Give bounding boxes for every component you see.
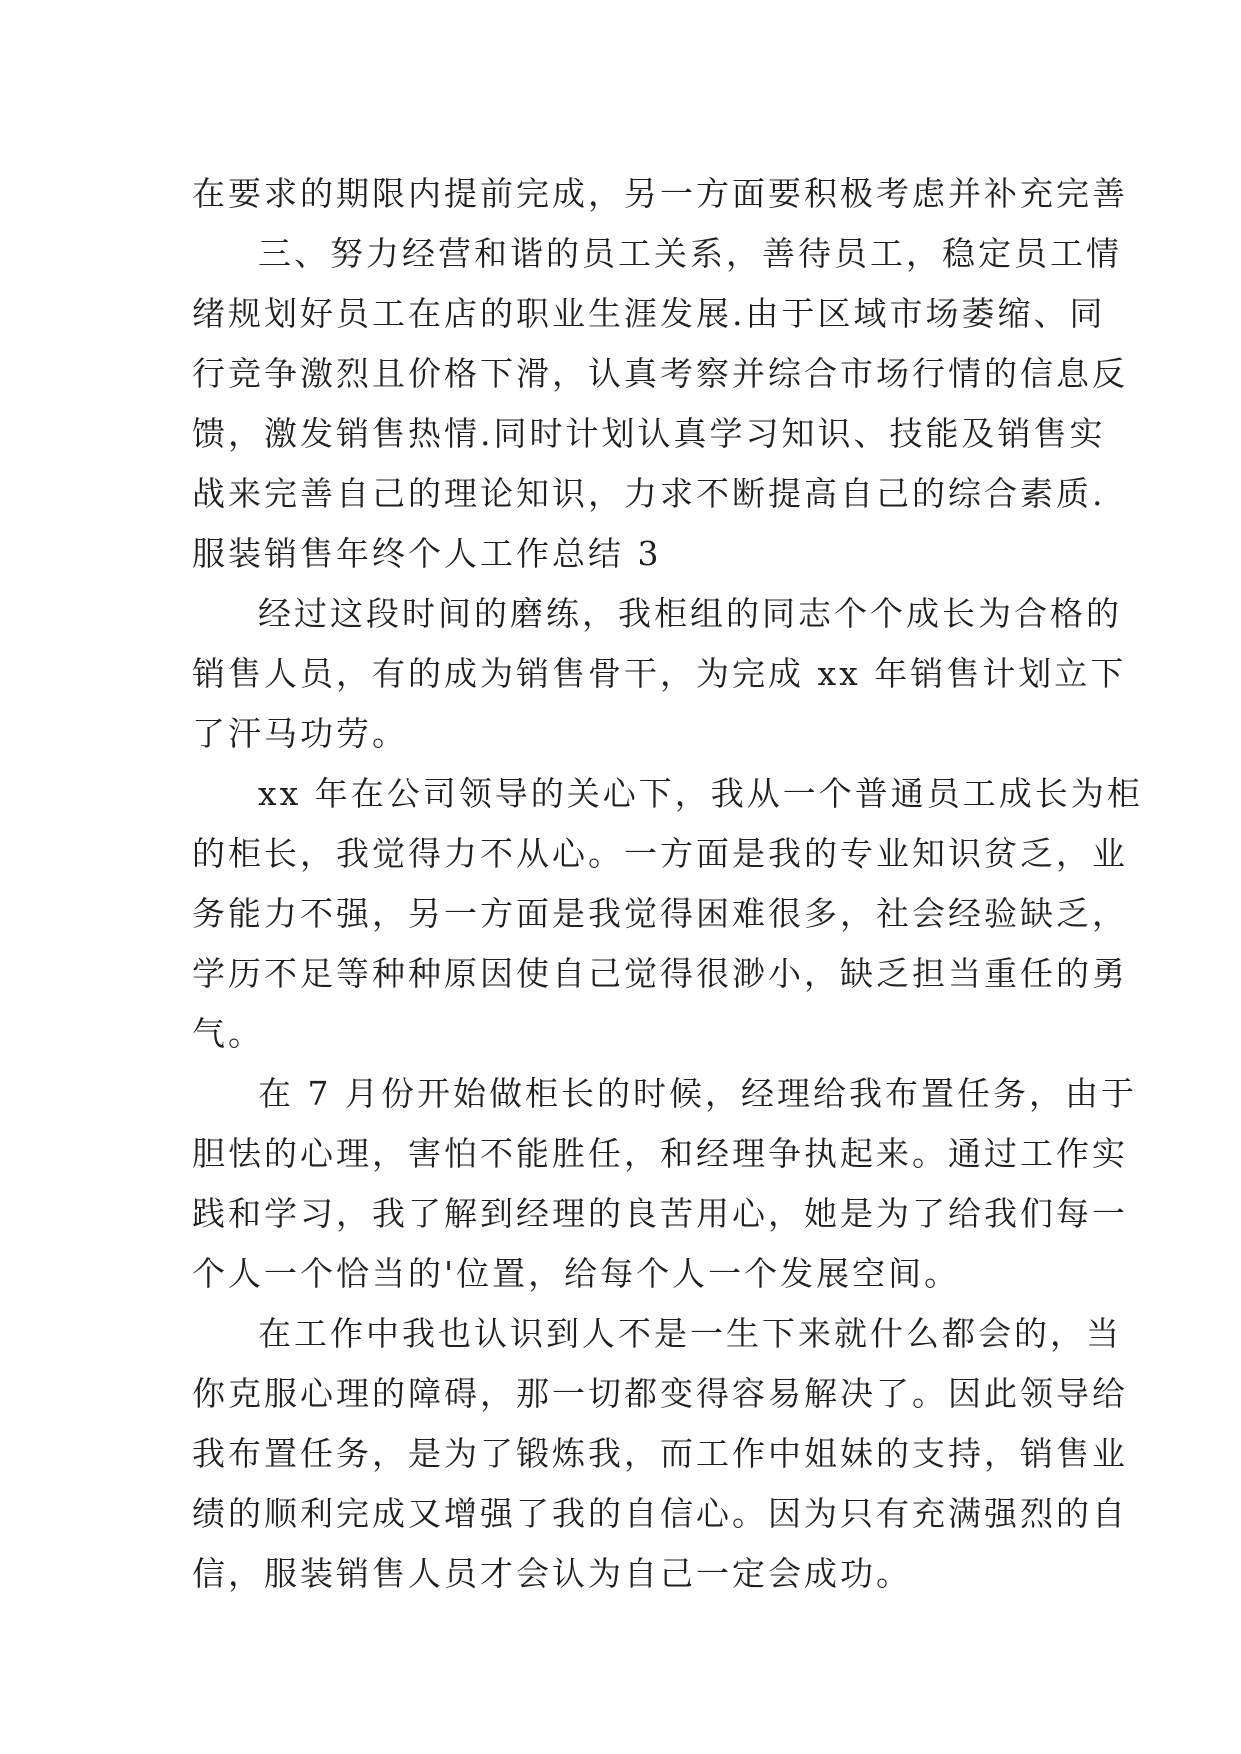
- text-line: 了汗马功劳。: [192, 714, 408, 753]
- text-line: 在要求的期限内提前完成，另一方面要积极考虑并补充完善: [192, 174, 1128, 213]
- text-line: 战来完善自己的理论知识，力求不断提高自己的综合素质.: [192, 474, 1106, 513]
- text-line: 三、努力经营和谐的员工关系，善待员工，稳定员工情: [258, 234, 1122, 273]
- section-heading: 服装销售年终个人工作总结 3: [192, 534, 662, 573]
- text-line: 践和学习，我了解到经理的良苦用心，她是为了给我们每一: [192, 1194, 1128, 1233]
- text-line: 销售人员，有的成为销售骨干，为完成 xx 年销售计划立下: [192, 654, 1127, 693]
- text-line: 胆怯的心理，害怕不能胜任，和经理争执起来。通过工作实: [192, 1134, 1128, 1173]
- text-line: 信，服装销售人员才会认为自己一定会成功。: [192, 1554, 912, 1593]
- text-line: 经过这段时间的磨练，我柜组的同志个个成长为合格的: [258, 594, 1122, 633]
- text-line: 在工作中我也认识到人不是一生下来就什么都会的，当: [258, 1314, 1122, 1353]
- text-line: 个人一个恰当的'位置，给每个人一个发展空间。: [192, 1254, 961, 1293]
- text-line: xx 年在公司领导的关心下，我从一个普通员工成长为柜: [258, 774, 1143, 813]
- document-body: [192, 164, 1143, 1604]
- text-line: 馈，激发销售热情.同时计划认真学习知识、技能及销售实: [192, 414, 1106, 453]
- text-line: 的柜长，我觉得力不从心。一方面是我的专业知识贫乏，业: [192, 834, 1128, 873]
- text-line: 学历不足等种种原因使自己觉得很渺小，缺乏担当重任的勇: [192, 954, 1128, 993]
- text-line: 行竞争激烈且价格下滑，认真考察并综合市场行情的信息反: [192, 354, 1128, 393]
- text-line: 绪规划好员工在店的职业生涯发展.由于区域市场萎缩、同: [192, 294, 1106, 333]
- text-line: 绩的顺利完成又增强了我的自信心。因为只有充满强烈的自: [192, 1494, 1128, 1533]
- text-line: 我布置任务，是为了锻炼我，而工作中姐妹的支持，销售业: [192, 1434, 1128, 1473]
- text-line: 在 7 月份开始做柜长的时候，经理给我布置任务，由于: [258, 1074, 1137, 1113]
- text-line: 你克服心理的障碍，那一切都变得容易解决了。因此领导给: [192, 1374, 1128, 1413]
- text-line: 务能力不强，另一方面是我觉得困难很多，社会经验缺乏，: [192, 894, 1128, 933]
- text-line: 气。: [192, 1014, 264, 1053]
